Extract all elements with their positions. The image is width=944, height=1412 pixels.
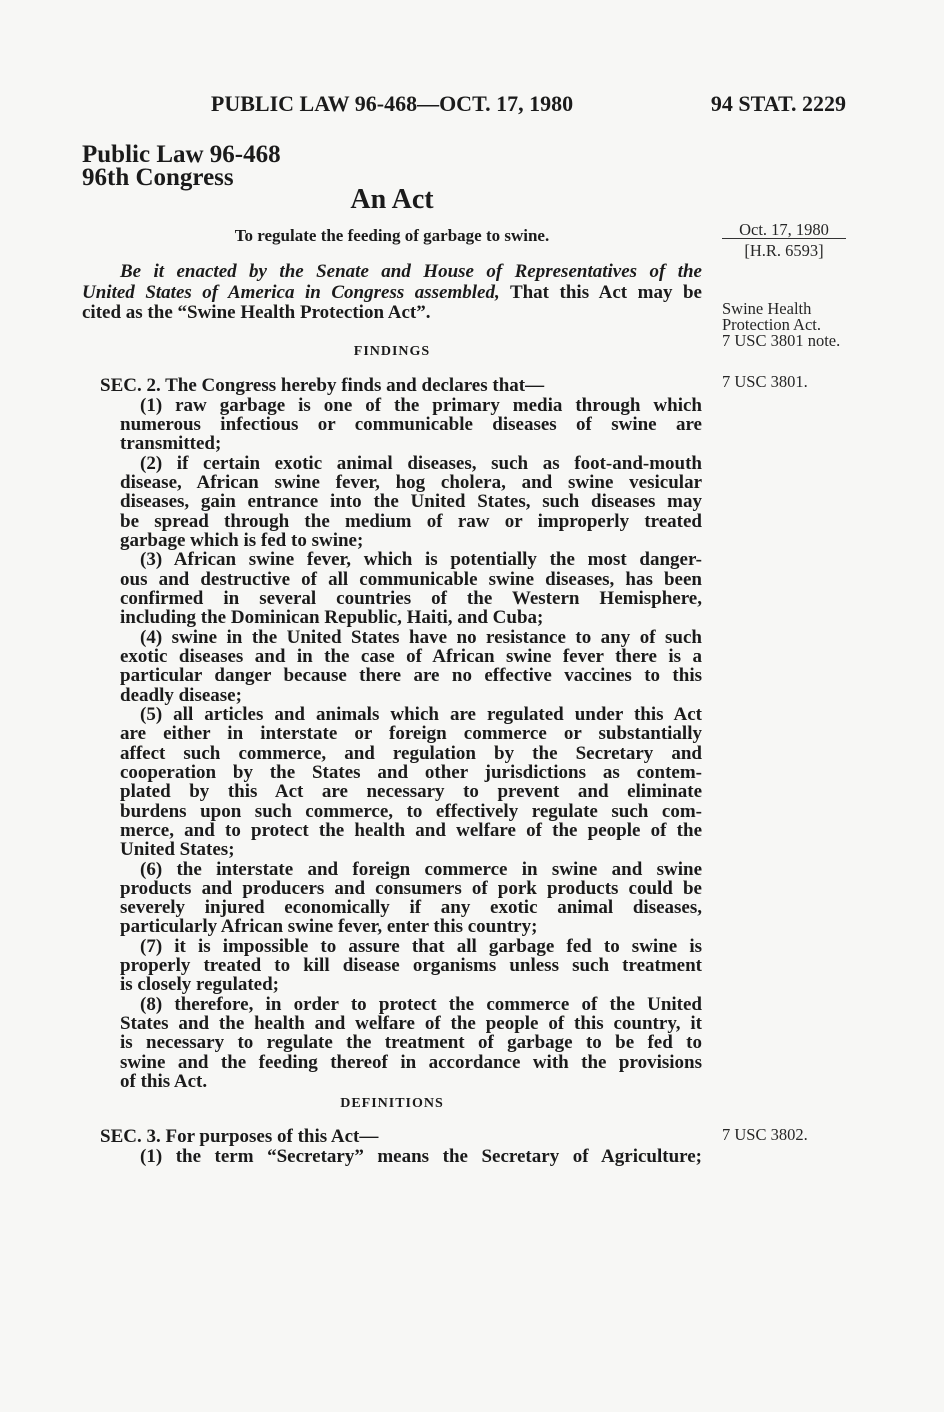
text-line: be spread through the medium of raw or improperly treated <box>120 510 702 532</box>
margin-note-date: Oct. 17, 1980 <box>722 221 846 239</box>
text-line: properly treated to kill disease organisms unless such treatment <box>120 955 702 977</box>
text-line: is necessary to regulate the treatment of garbage to be fed to <box>120 1032 702 1054</box>
text-line: (7) it is impossible to assure that all garbage fed to swine is <box>140 935 702 957</box>
section-heading-definitions: DEFINITIONS <box>340 1096 444 1111</box>
margin-note-line: 7 USC 3801 note. <box>722 331 841 350</box>
section-3 <box>82 1127 702 1166</box>
section-3-line: SEC. 3. For purposes of this Act— <box>100 1126 379 1148</box>
section-heading-findings: FINDINGS <box>353 344 431 359</box>
law-number: Public Law 96-468 <box>82 141 281 168</box>
text-line: States and the health and welfare of the people of this country, it <box>120 1013 702 1035</box>
text-line: including the Dominican Republic, Haiti, and Cuba; <box>120 607 544 629</box>
short-title-clause: That this Act may be <box>509 281 702 303</box>
finding-item-7 <box>82 937 702 995</box>
text-line: particular danger because there are no effective vaccines to this <box>120 665 702 687</box>
text-line: (5) all articles and animals which are regulated under this Act <box>140 703 702 725</box>
text-line: particularly African swine fever, enter this country; <box>120 916 538 938</box>
text-line: diseases, gain entrance into the United States, such diseases may <box>120 491 702 513</box>
text-line: (6) the interstate and foreign commerce in swine and swine <box>140 858 702 880</box>
text-line <box>82 283 702 304</box>
text-line: (1) raw garbage is one of the primary media through which <box>140 394 702 416</box>
text-line: plated by this Act are necessary to prevent and eliminate <box>120 781 702 803</box>
finding-item-6 <box>82 860 702 937</box>
text-line: are either in interstate or foreign commerce or substantially <box>120 723 702 745</box>
text-line: (2) if certain exotic animal diseases, such as foot-and-mouth <box>140 452 702 474</box>
running-head-title: PUBLIC LAW 96-468—OCT. 17, 1980 <box>210 91 574 116</box>
text-line: cooperation by the States and other jurisdictions as contem- <box>120 761 702 783</box>
enacting-clause <box>82 262 702 324</box>
text-line: disease, African swine fever, hog cholera, and swine vesicular <box>120 471 702 493</box>
margin-note-bill: [H.R. 6593] <box>744 241 824 260</box>
section-2 <box>82 376 702 1091</box>
text-line: (4) swine in the United States have no resistance to any of such <box>140 626 702 648</box>
act-purpose: To regulate the feeding of garbage to swine. <box>234 226 550 245</box>
text-line: products and producers and consumers of pork products could be <box>120 877 702 899</box>
text-line: United States; <box>120 839 235 861</box>
margin-note-line: Swine Health <box>722 299 812 318</box>
text-line: Be it enacted by the Senate and House of Representatives of the <box>120 261 702 282</box>
text-line: of this Act. <box>120 1071 208 1093</box>
margin-note-citation-sec2: 7 USC 3801. <box>722 372 808 391</box>
margin-note-citation-sec3: 7 USC 3802. <box>722 1125 808 1144</box>
act-heading: An Act <box>350 184 434 215</box>
congress-label: 96th Congress <box>82 164 234 191</box>
text-line: cited as the “Swine Health Protection Act”. <box>82 302 431 323</box>
section-2-line: SEC. 2. The Congress hereby finds and declares that— <box>100 375 545 397</box>
text-line: exotic diseases and in the case of African swine fever there is a <box>120 645 702 667</box>
text-line: garbage which is fed to swine; <box>120 529 364 551</box>
text-line: (1) the term “Secretary” means the Secretary of Agriculture; <box>140 1145 702 1167</box>
text-line: swine and the feeding thereof in accordance with the provisions <box>120 1051 702 1073</box>
finding-item-1 <box>82 396 702 454</box>
text-line: severely injured economically if any exotic animal diseases, <box>120 897 702 919</box>
text-line: ous and destructive of all communicable swine diseases, has been <box>120 568 702 590</box>
text-line: affect such commerce, and regulation by the Secretary and <box>120 742 702 764</box>
finding-item-2 <box>82 454 702 551</box>
text-line: (8) therefore, in order to protect the commerce of the United <box>140 993 702 1015</box>
finding-item-5 <box>82 705 702 860</box>
finding-item-4 <box>82 628 702 705</box>
finding-item-3 <box>82 550 702 627</box>
finding-item-8 <box>82 995 702 1092</box>
text-line: confirmed in several countries of the Western Hemisphere, <box>120 587 702 609</box>
enacting-formula: United States of America in Congress assembled, <box>82 281 500 303</box>
text-line: numerous infectious or communicable diseases of swine are <box>120 413 702 435</box>
running-head-stat-page: 94 STAT. 2229 <box>710 91 846 116</box>
text-line: is closely regulated; <box>120 974 280 996</box>
definition-item-1 <box>82 1147 702 1166</box>
text-line: (3) African swine fever, which is potentially the most danger- <box>140 549 702 571</box>
text-line: deadly disease; <box>120 684 242 706</box>
text-line: burdens upon such commerce, to effectively regulate such com- <box>120 800 702 822</box>
margin-note-short-title <box>722 301 846 349</box>
margin-note-line: Protection Act. <box>722 315 821 334</box>
text-line: transmitted; <box>120 433 222 455</box>
text-line: merce, and to protect the health and welfare of the people of the <box>120 819 702 841</box>
